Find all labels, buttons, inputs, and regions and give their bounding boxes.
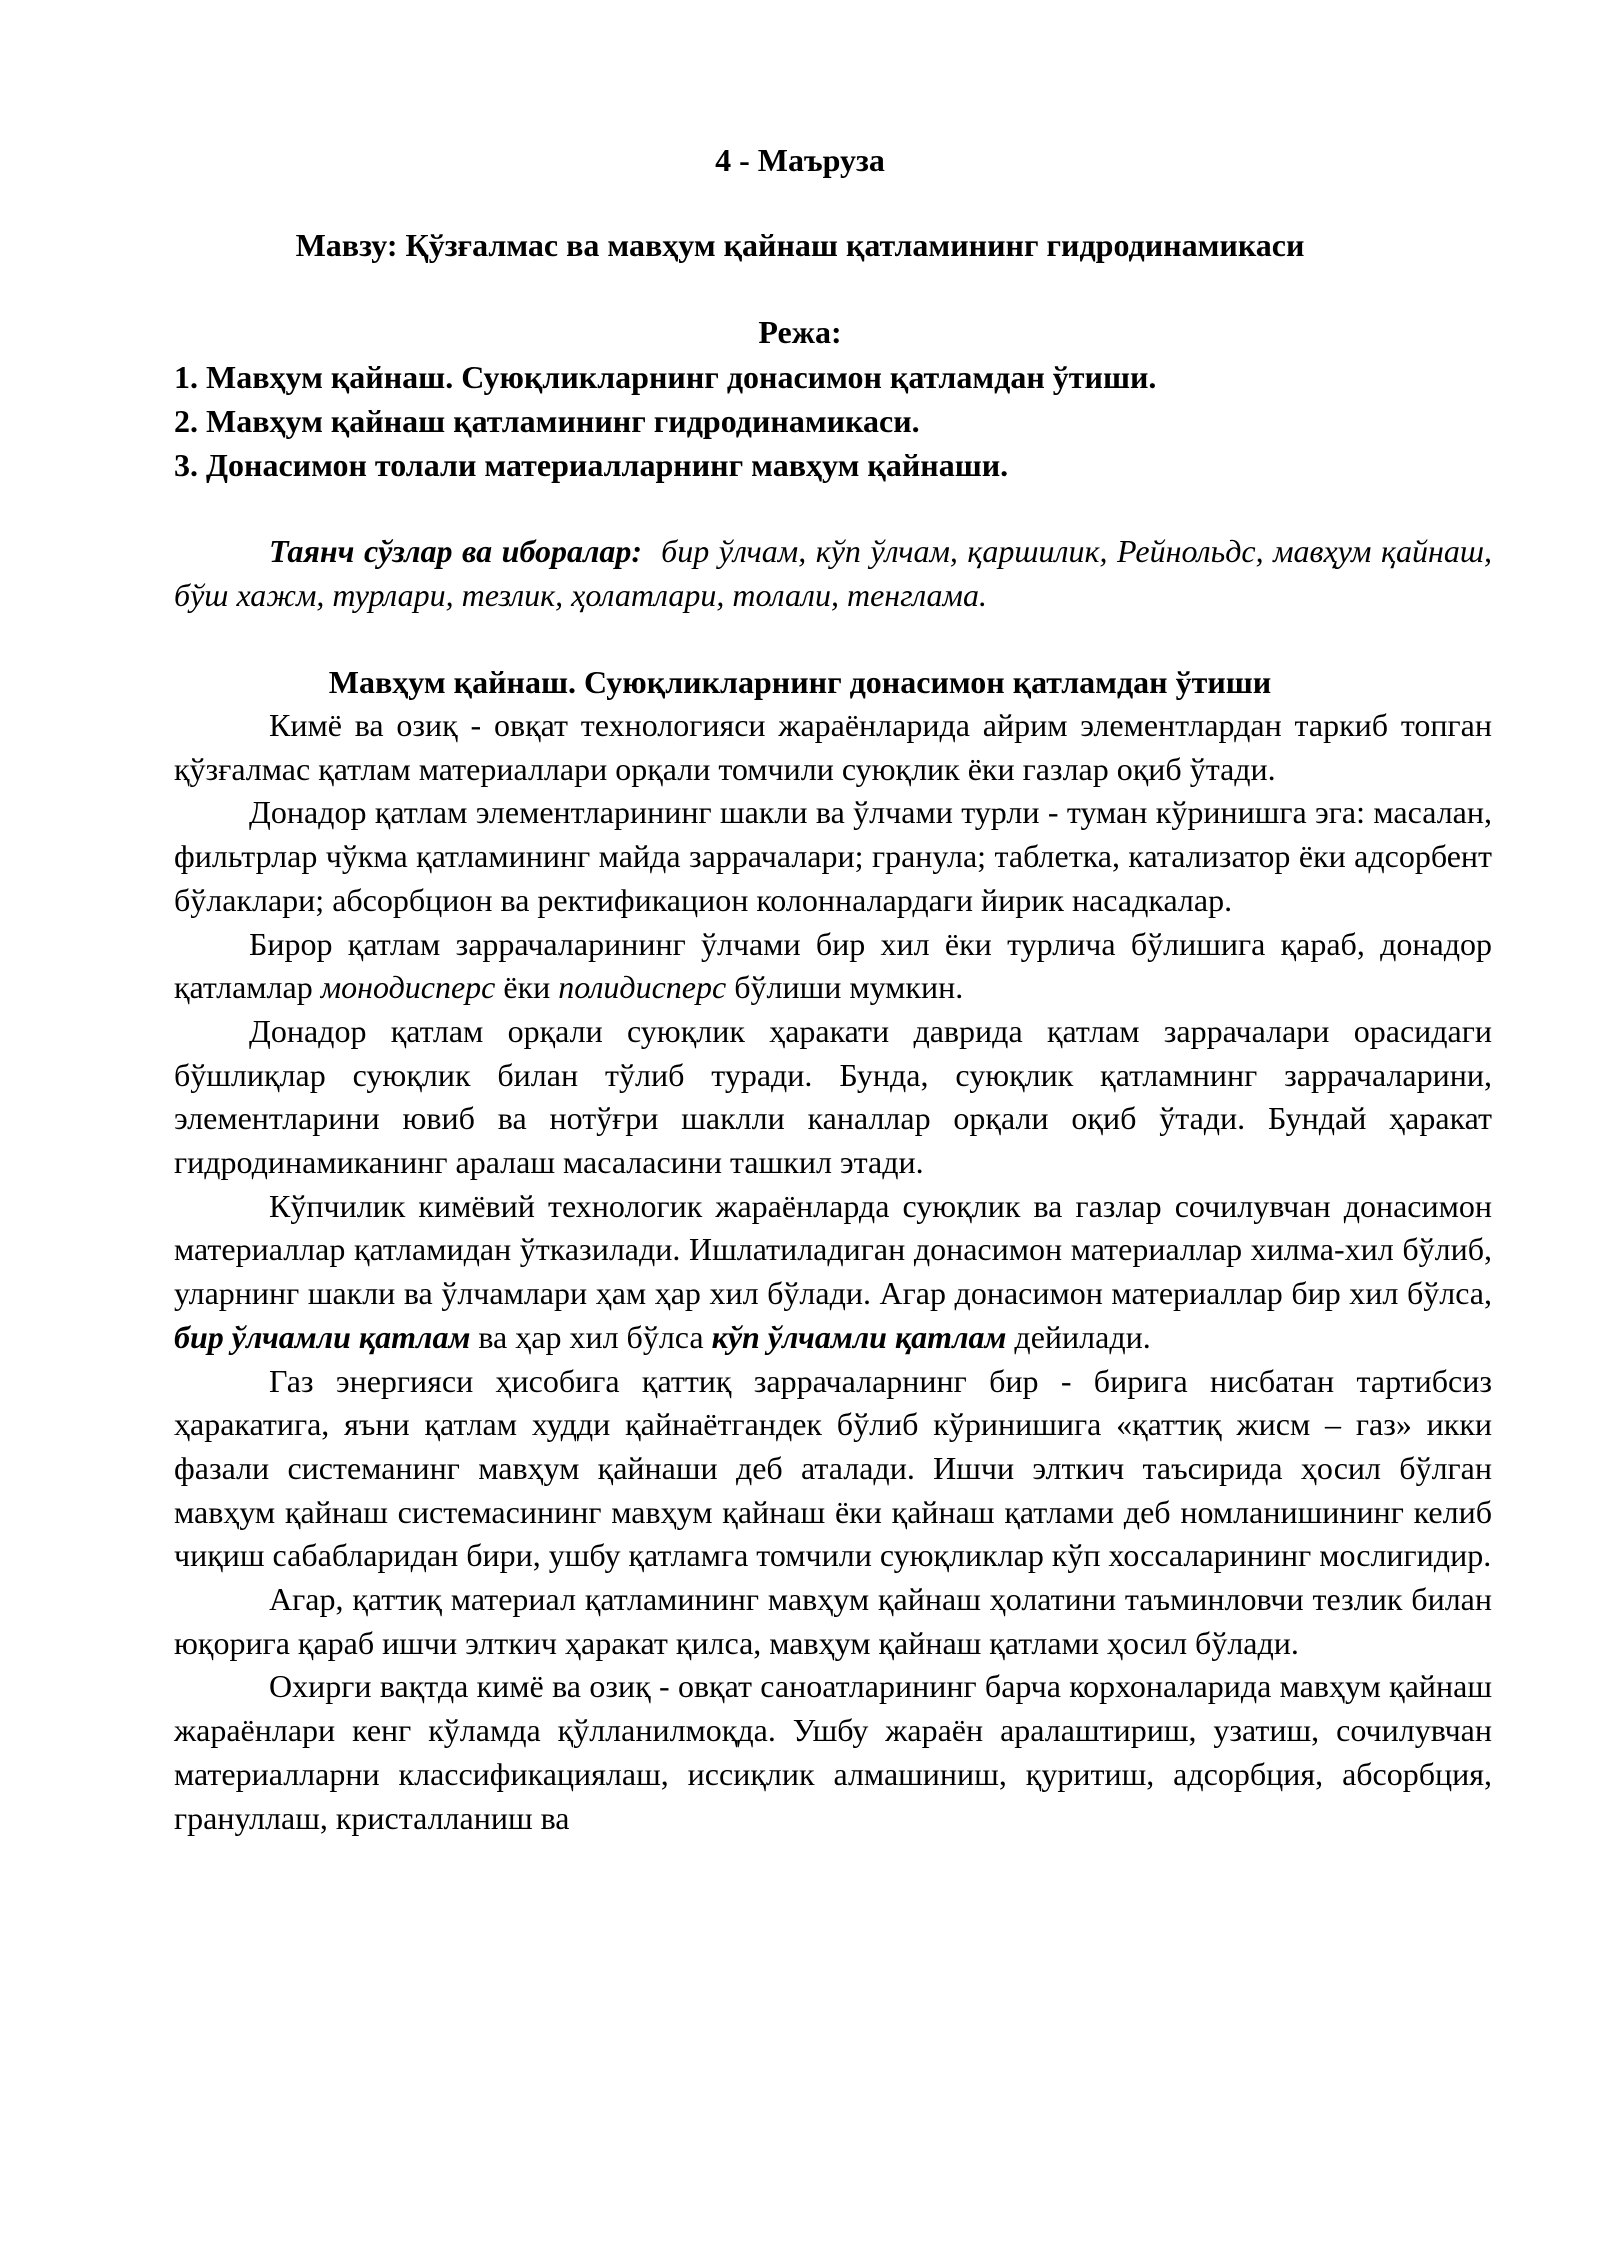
- paragraph: Охирги вақтда кимё ва озиқ - овқат саноатларининг барча корхоналарида мавҳум қайнаш жараёнлари кенг кўламда қўлланилмоқда. Ушбу жараён аралаштириш, узатиш, сочилувчан материалларни классификациялаш, иссиқлик алмашиниш, қуритиш, адсорбция, абсорбция, грануллаш, кристалланиш ва: [174, 1668, 1492, 1836]
- plan-heading: Режа:: [758, 314, 842, 350]
- plan-item: 1. Мавҳум қайнаш. Суюқликларнинг донасимон қатламдан ўтиши.: [174, 359, 1157, 395]
- plan-item: 3. Донасимон толали материалларнинг мавҳум қайнаши.: [174, 447, 1009, 483]
- term-single-size-layer: бир ўлчамли қатлам: [174, 1318, 471, 1355]
- paragraph: Агар, қаттиқ материал қатламининг мавҳум қайнаш ҳолатини таъминловчи тезлик билан юқорига қараб ишчи элткич ҳаракат қилса, мавҳум қайнаш қатлами ҳосил бўлади.: [174, 1581, 1492, 1661]
- keywords-paragraph: [174, 530, 1492, 617]
- text-run: ва ҳар хил бўлса: [470, 1318, 712, 1355]
- topic-heading: Мавзу: Қўзғалмас ва мавҳум қайнаш қатламининг гидродинамикаси: [295, 227, 1305, 263]
- paragraph: Кимё ва озиқ - овқат технологияси жараёнларида айрим элементлардан таркиб топган қўзғалмас қатлам материаллари орқали томчили суюқлик ёки газлар оқиб ўтади.: [174, 707, 1492, 787]
- term-monodisperse: монодисперс: [320, 969, 496, 1006]
- text-run: бўлиши мумкин.: [726, 969, 964, 1006]
- paragraph: [174, 1185, 1492, 1360]
- paragraph: Газ энергияси ҳисобига қаттиқ заррачаларнинг бир - бирига нисбатан тартибсиз ҳаракатига, яъни қатлам худди қайнаётгандек бўлиб кўринишига «қаттиқ жисм – газ» икки фазали системанинг мавҳум қайнаши деб аталади. Ишчи элткич таъсирида ҳосил бўлган мавҳум қайнаш системасининг мавҳум қайнаш ёки қайнаш қатлами деб номланишининг келиб чиқиш сабабларидан бири, ушбу қатламга томчили суюқликлар кўп хоссаларининг мослигидир.: [174, 1362, 1492, 1574]
- plan-item: 2. Мавҳум қайнаш қатламининг гидродинамикаси.: [174, 403, 920, 439]
- plan-list: [174, 355, 1156, 487]
- text-run: дейилади.: [1006, 1318, 1151, 1355]
- term-polydisperse: полидисперс: [558, 969, 727, 1006]
- paragraph: Донадор қатлам орқали суюқлик ҳаракати даврида қатлам заррачалари орасидаги бўшлиқлар суюқлик билан тўлиб туради. Бунда, суюқлик қатламнинг заррачаларини, элементларини ювиб ва нотўғри шаклли каналлар орқали оқиб ўтади. Бундай ҳаракат гидродинамиканинг аралаш масаласини ташкил этади.: [174, 1012, 1492, 1181]
- paragraph: Донадор қатлам элементларининг шакли ва ўлчами турли - туман кўринишга эга: масалан, фильтрлар чўкма қатламининг майда заррачалари; гранула; таблетка, катализатор ёки адсорбент бўлаклари; абсорбцион ва ректификацион колонналардаги йирик насадкалар.: [174, 794, 1492, 918]
- text-run: ёки: [495, 969, 559, 1006]
- text-run: Бирор қатлам заррачаларининг ўлчами бир хил ёки турлича бўлишига қараб, донадор қатламлар: [174, 925, 1492, 1006]
- section-heading: Мавҳум қайнаш. Суюқликларнинг донасимон қатламдан ўтиши: [328, 664, 1272, 700]
- term-multi-size-layer: кўп ўлчамли қатлам: [711, 1318, 1007, 1355]
- paragraph: [174, 923, 1492, 1010]
- keywords-text: бир ўлчам, кўп ўлчам, қаршилик, Рейнольдс, мавҳум қайнаш, бўш хажм, турлари, тезлик, ҳолатлари, толали, тенглама.: [174, 533, 1493, 613]
- keywords-label: Таянч сўзлар ва иборалар:: [269, 533, 643, 569]
- lecture-title: 4 - Маъруза: [715, 142, 885, 178]
- body-text: [174, 704, 1492, 1840]
- text-run: Кўпчилик кимёвий технологик жараёнларда суюқлик ва газлар сочилувчан донасимон материаллар қатламидан ўтказилади. Ишлатиладиган донасимон материаллар хилма-хил бўлиб, уларнинг шакли ва ўлчамлари ҳам ҳар хил бўлади. Агар донасимон материаллар бир хил бўлса,: [174, 1187, 1492, 1312]
